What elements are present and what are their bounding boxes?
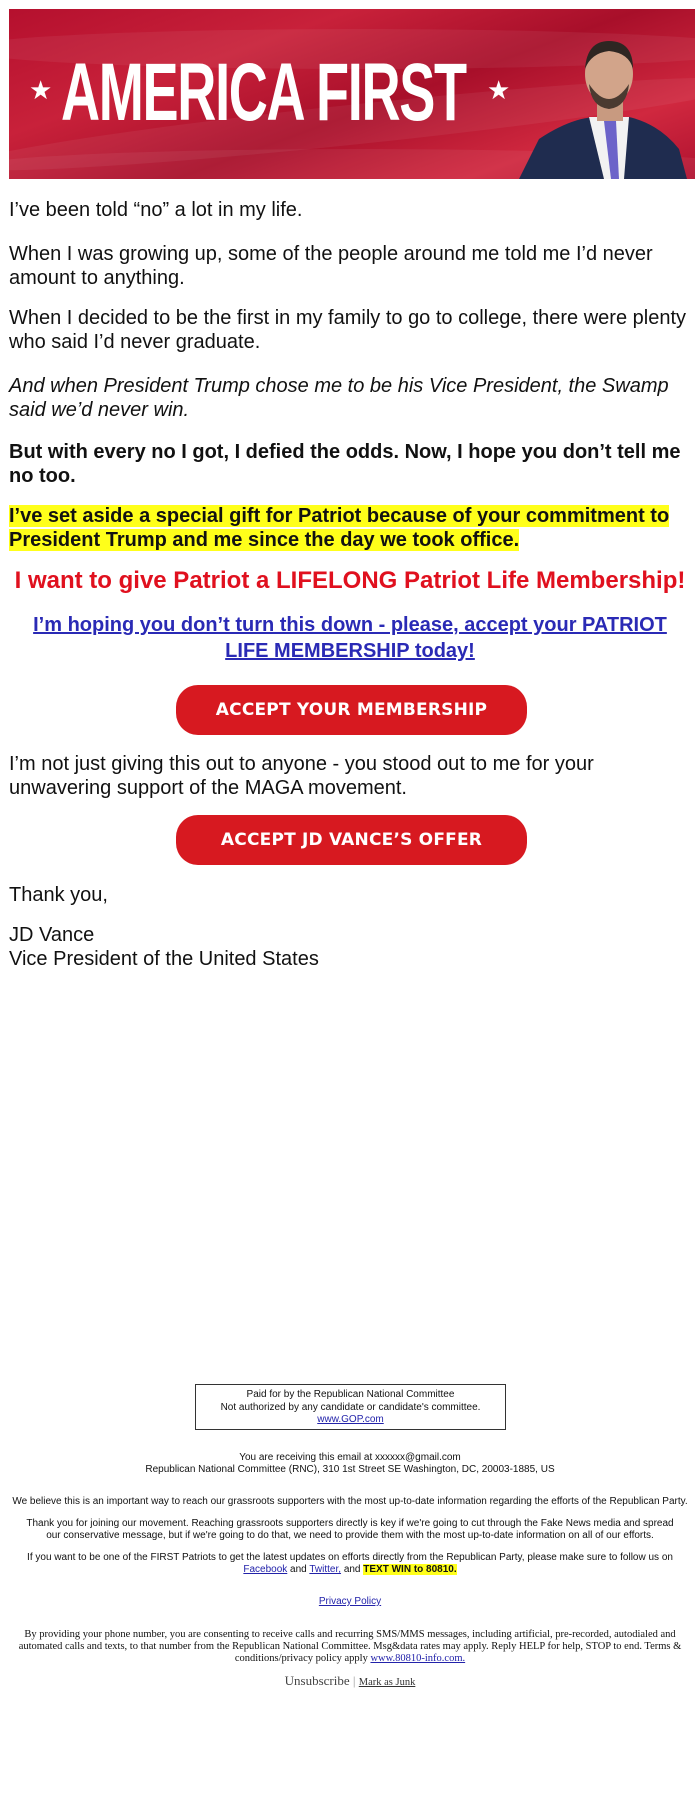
believe-text: We believe this is an important way to reach our grassroots supporters with the most up-to-date information regarding the efforts of the Republican Party. <box>12 1496 688 1507</box>
closing: Thank you, <box>9 884 108 906</box>
sms-disclaimer <box>14 1629 686 1665</box>
paragraph-vice-president: And when President Trump chose me to be his Vice President, the Swamp said we’d never win. <box>9 375 669 421</box>
paragraph-maga-support: I’m not just giving this out to anyone - you stood out to me for your unwavering support of the MAGA movement. <box>9 753 594 799</box>
separator: | <box>352 1673 356 1688</box>
paragraph-intro: I’ve been told “no” a lot in my life. <box>9 199 303 221</box>
and-text: and <box>290 1564 307 1575</box>
paragraph-defied-odds: But with every no I got, I defied the odds. Now, I hope you don’t tell me no too. <box>9 441 681 487</box>
and-text: and <box>343 1564 361 1575</box>
star-icon: ★ <box>487 75 511 105</box>
mark-as-junk-link[interactable]: Mark as Junk <box>358 1677 416 1688</box>
highlighted-text: I’ve set aside a special gift for Patriot because of your commitment to President Trump and me since the day we took office. <box>9 505 670 551</box>
sms-info-link[interactable]: www.80810-info.com. <box>370 1653 466 1664</box>
vance-photo <box>509 29 689 179</box>
text-win-highlight: TEXT WIN to 80810. <box>363 1564 457 1575</box>
signature-name: JD Vance <box>9 924 95 946</box>
not-authorized-text: Not authorized by any candidate or candidate's committee. <box>220 1401 481 1413</box>
follow-prefix: If you want to be one of the FIRST Patriots to get the latest updates on efforts directly from the Republican Party, please make sure to follow us on <box>27 1552 673 1563</box>
sms-disclaimer-text: By providing your phone number, you are consenting to receive calls and recurring SMS/MMS messages, including artificial, pre-recorded, autodialed and automated calls and texts, to that number from the Republican National Committee. Msg&data rates may apply. Reply HELP for help, STOP to end. Terms & conditions/privacy policy apply <box>18 1629 682 1664</box>
paid-for-box <box>195 1384 506 1430</box>
privacy-policy-link[interactable]: Privacy Policy <box>318 1596 382 1607</box>
membership-headline: I want to give Patriot a LIFELONG Patriot Life Membership! <box>14 567 686 594</box>
paragraph-special-gift <box>9 504 689 552</box>
header-banner <box>9 9 695 179</box>
gop-link[interactable]: www.GOP.com <box>317 1414 384 1425</box>
thanks-text: Thank you for joining our movement. Reaching grassroots supporters directly is key if we're going to cut through the Fake News media and spread our conservative message, but if we're going to do that, we need to provide them with the most up-to-date information on all of our efforts. <box>26 1518 674 1541</box>
unsubscribe-link[interactable]: Unsubscribe <box>284 1673 350 1688</box>
receiving-notice <box>0 1452 700 1476</box>
paragraph-college: When I decided to be the first in my family to go to college, there were plenty who said I’d never graduate. <box>9 307 687 353</box>
receiving-email: You are receiving this email at xxxxxx@gmail.com <box>239 1452 461 1463</box>
twitter-link[interactable]: Twitter, <box>309 1564 342 1575</box>
signature-title: Vice President of the United States <box>9 948 319 970</box>
privacy-row <box>0 1596 700 1608</box>
unsubscribe-row <box>0 1673 700 1691</box>
paragraph-growing-up: When I was growing up, some of the people around me told me I’d never amount to anything. <box>9 243 653 289</box>
banner-title: AMERICA FIRST <box>61 47 466 138</box>
rnc-address: Republican National Committee (RNC), 310 1st Street SE Washington, DC, 20003-1885, US <box>145 1464 555 1475</box>
membership-link[interactable]: I’m hoping you don’t turn this down - please, accept your PATRIOT LIFE MEMBERSHIP today! <box>33 614 667 662</box>
paid-for-text: Paid for by the Republican National Committee <box>246 1389 455 1400</box>
facebook-link[interactable]: Facebook <box>243 1564 288 1575</box>
follow-text <box>20 1552 680 1576</box>
accept-offer-button[interactable]: ACCEPT JD VANCE’S OFFER <box>176 815 527 865</box>
accept-membership-button[interactable]: ACCEPT YOUR MEMBERSHIP <box>176 685 527 735</box>
star-icon: ★ <box>29 75 53 105</box>
